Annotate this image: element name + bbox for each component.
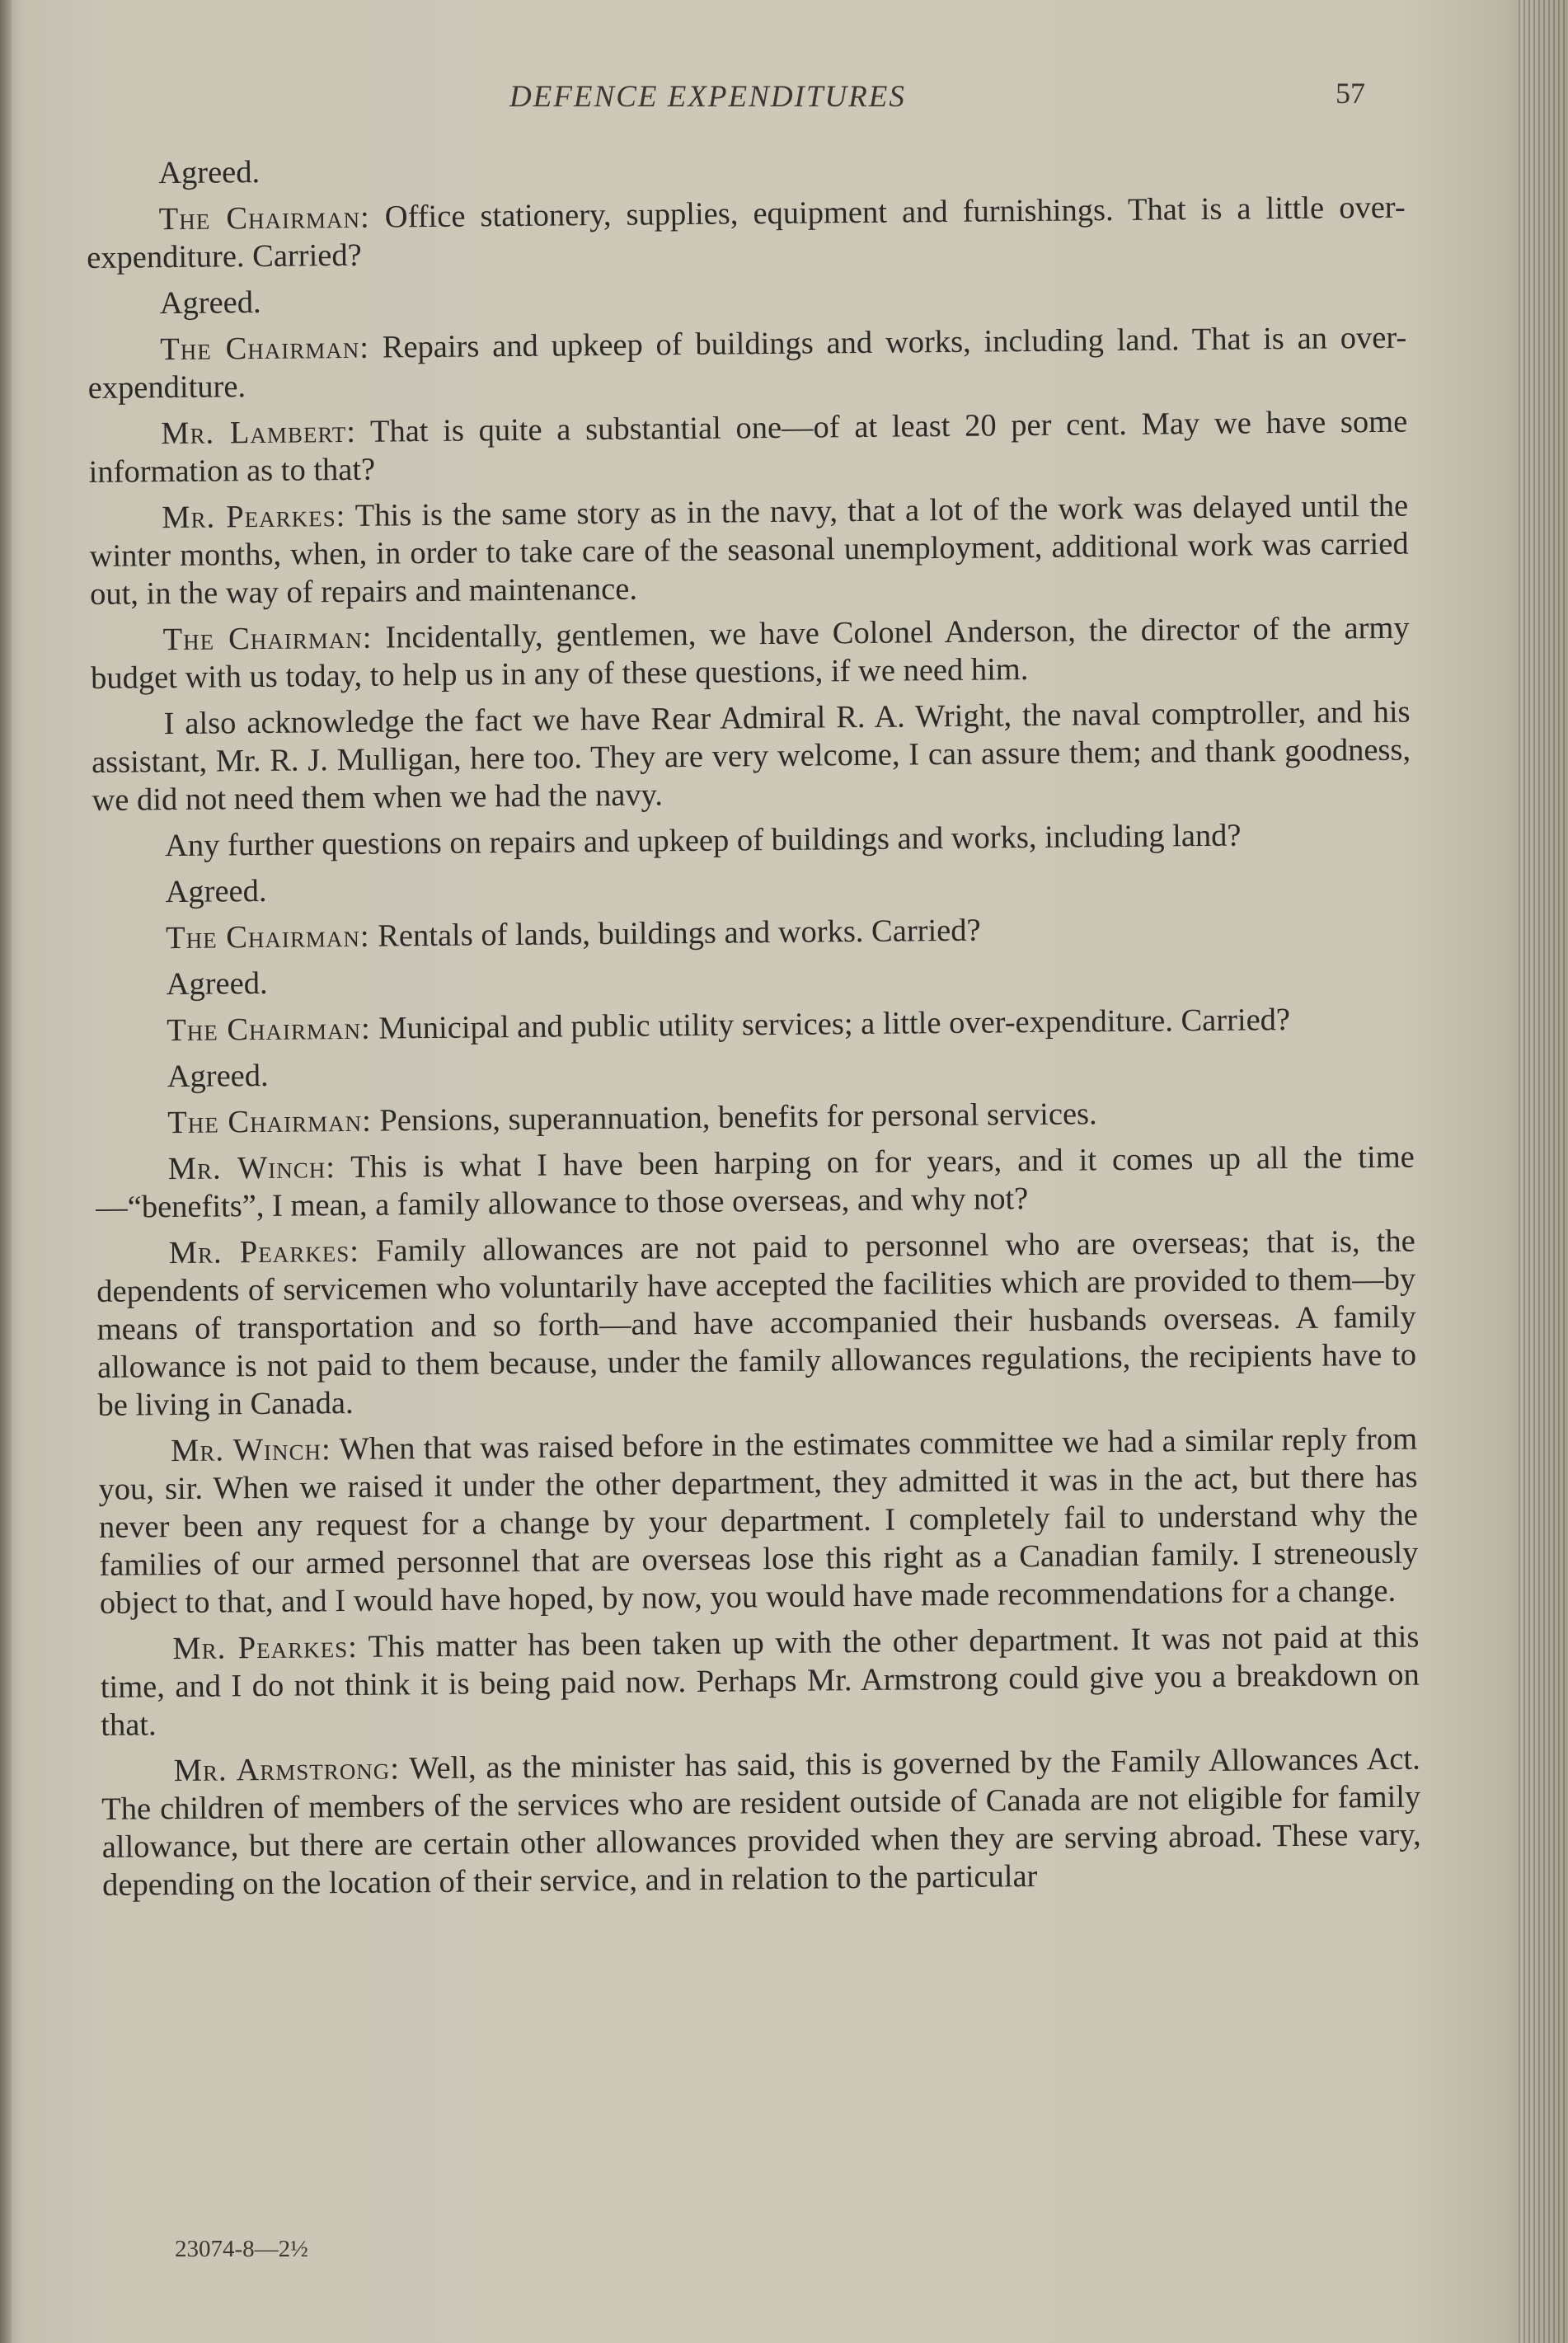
paragraph-text: Agreed. [165, 873, 267, 910]
speaker-label: Mr. Winch: [167, 1150, 336, 1187]
paragraph-text: Any further questions on repairs and upkeep of buildings and works, including land? [164, 818, 1242, 864]
speaker-label: The Chairman: [166, 1011, 371, 1049]
paragraph-text: Agreed. [167, 1058, 269, 1095]
paragraph [87, 189, 1406, 277]
paragraph [89, 487, 1409, 613]
paragraph [96, 1139, 1415, 1227]
page-title: DEFENCE EXPENDITURES [509, 80, 906, 114]
paragraph-text: This matter has been taken up with the other department. It was not paid at this time, and I do not think it is being paid now. Perhaps Mr. Armstrong could give you a breakdown on that. [100, 1619, 1420, 1743]
paragraph-text: Pensions, superannuation, benefits for personal services. [379, 1096, 1097, 1139]
paragraph [101, 1740, 1422, 1904]
paragraph [95, 1092, 1414, 1143]
paragraph-text: Rentals of lands, buildings and works. Carried? [378, 913, 981, 954]
paragraph-text: Well, as the minister has said, this is governed by the Family Allowances Act. The children of members of the services who are resident outside of Canada are not eligible for family allowance, but there are certain other allowances provided when they are serving abroad. These vary, depending on the location of their service, and in relation to the particular [101, 1741, 1421, 1903]
paragraph [95, 1046, 1414, 1096]
paragraph-text: Agreed. [166, 965, 268, 1002]
speaker-label: Mr. Armstrong: [173, 1751, 401, 1789]
paragraph-text: When that was raised before in the estimates committee we had a similar reply from you, sir. When we raised it under the other department, they admitted it was in the act, but there has never been any request for a change by your department. I completely fail to understand why the families of our armed personnel that are overseas lose this right as a Canadian family. I streneously object to that, and I would have hoped, by now, you would have made recommendations for a change. [98, 1421, 1419, 1621]
speaker-label: The Chairman: [160, 330, 370, 368]
paragraph [87, 319, 1407, 407]
speaker-label: The Chairman: [158, 200, 370, 237]
paragraph-text: This is what I have been harping on for years, and it comes up all the time—“benefits”, I mean, a family allowance to those overseas, and why not? [96, 1139, 1415, 1225]
paragraph-text: Municipal and public utility services; a little over-expenditure. Carried? [378, 1002, 1291, 1046]
paragraph [93, 908, 1412, 958]
speaker-label: Mr. Pearkes: [162, 498, 346, 536]
speaker-label: The Chairman: [165, 918, 370, 956]
running-head [0, 76, 1568, 117]
paragraph [92, 862, 1411, 912]
paragraph [100, 1618, 1420, 1744]
page-number: 57 [1336, 77, 1365, 110]
paragraph-text: That is quite a substantial one—of at least 20 per cent. May we have some information as to that? [88, 404, 1408, 490]
paragraph-text: Family allowances are not paid to personnel who are overseas; that is, the dependents of servicemen who voluntarily have accepted the facilities which are provided to them—by means of transportation and so forth—and have accompanied their husbands overseas. A family allowance is not paid to them because, under the family allowances regulations, the recipients have to be living in Canada. [96, 1223, 1417, 1423]
paragraph [92, 815, 1411, 866]
paragraph [88, 403, 1408, 491]
speaker-label: Mr. Pearkes: [172, 1629, 359, 1667]
paragraph [98, 1420, 1419, 1622]
speaker-label: The Chairman: [167, 1103, 372, 1141]
paragraph [86, 143, 1405, 193]
body-text [86, 143, 1421, 1913]
paragraph [96, 1223, 1417, 1425]
paragraph-text: Office stationery, supplies, equipment and furnishings. That is a little over-expenditure. Carried? [86, 190, 1406, 275]
paragraph-text: Agreed. [158, 154, 261, 191]
paragraph [94, 1000, 1413, 1050]
paragraph-text: Repairs and upkeep of buildings and works, including land. That is an over-expenditure. [87, 320, 1407, 406]
paragraph-text: This is the same story as in the navy, that a lot of the work was delayed until the winter months, when, in order to take care of the seasonal unemployment, additional work was carried out, in the way of repairs and maintenance. [89, 488, 1409, 612]
paragraph-text: Incidentally, gentlemen, we have Colonel Anderson, the director of the army budget with us today, to help us in any of these questions, if we need him. [90, 610, 1410, 696]
paragraph [87, 273, 1406, 323]
paragraph-text: I also acknowledge the fact we have Rear Admiral R. A. Wright, the naval comptroller, and his assistant, Mr. R. J. Mulligan, here too. They are very welcome, I can assure them; and thank goodness, we did not need them when we had the navy. [91, 694, 1411, 818]
speaker-label: Mr. Lambert: [161, 414, 357, 452]
paragraph [93, 954, 1412, 1004]
speaker-label: Mr. Pearkes: [168, 1233, 360, 1271]
paragraph-text: Agreed. [159, 284, 261, 322]
speaker-label: Mr. Winch: [170, 1432, 331, 1469]
speaker-label: The Chairman: [162, 620, 373, 658]
print-code: 23074-8—2½ [175, 2236, 308, 2262]
paragraph [91, 693, 1411, 819]
paragraph [90, 609, 1410, 697]
